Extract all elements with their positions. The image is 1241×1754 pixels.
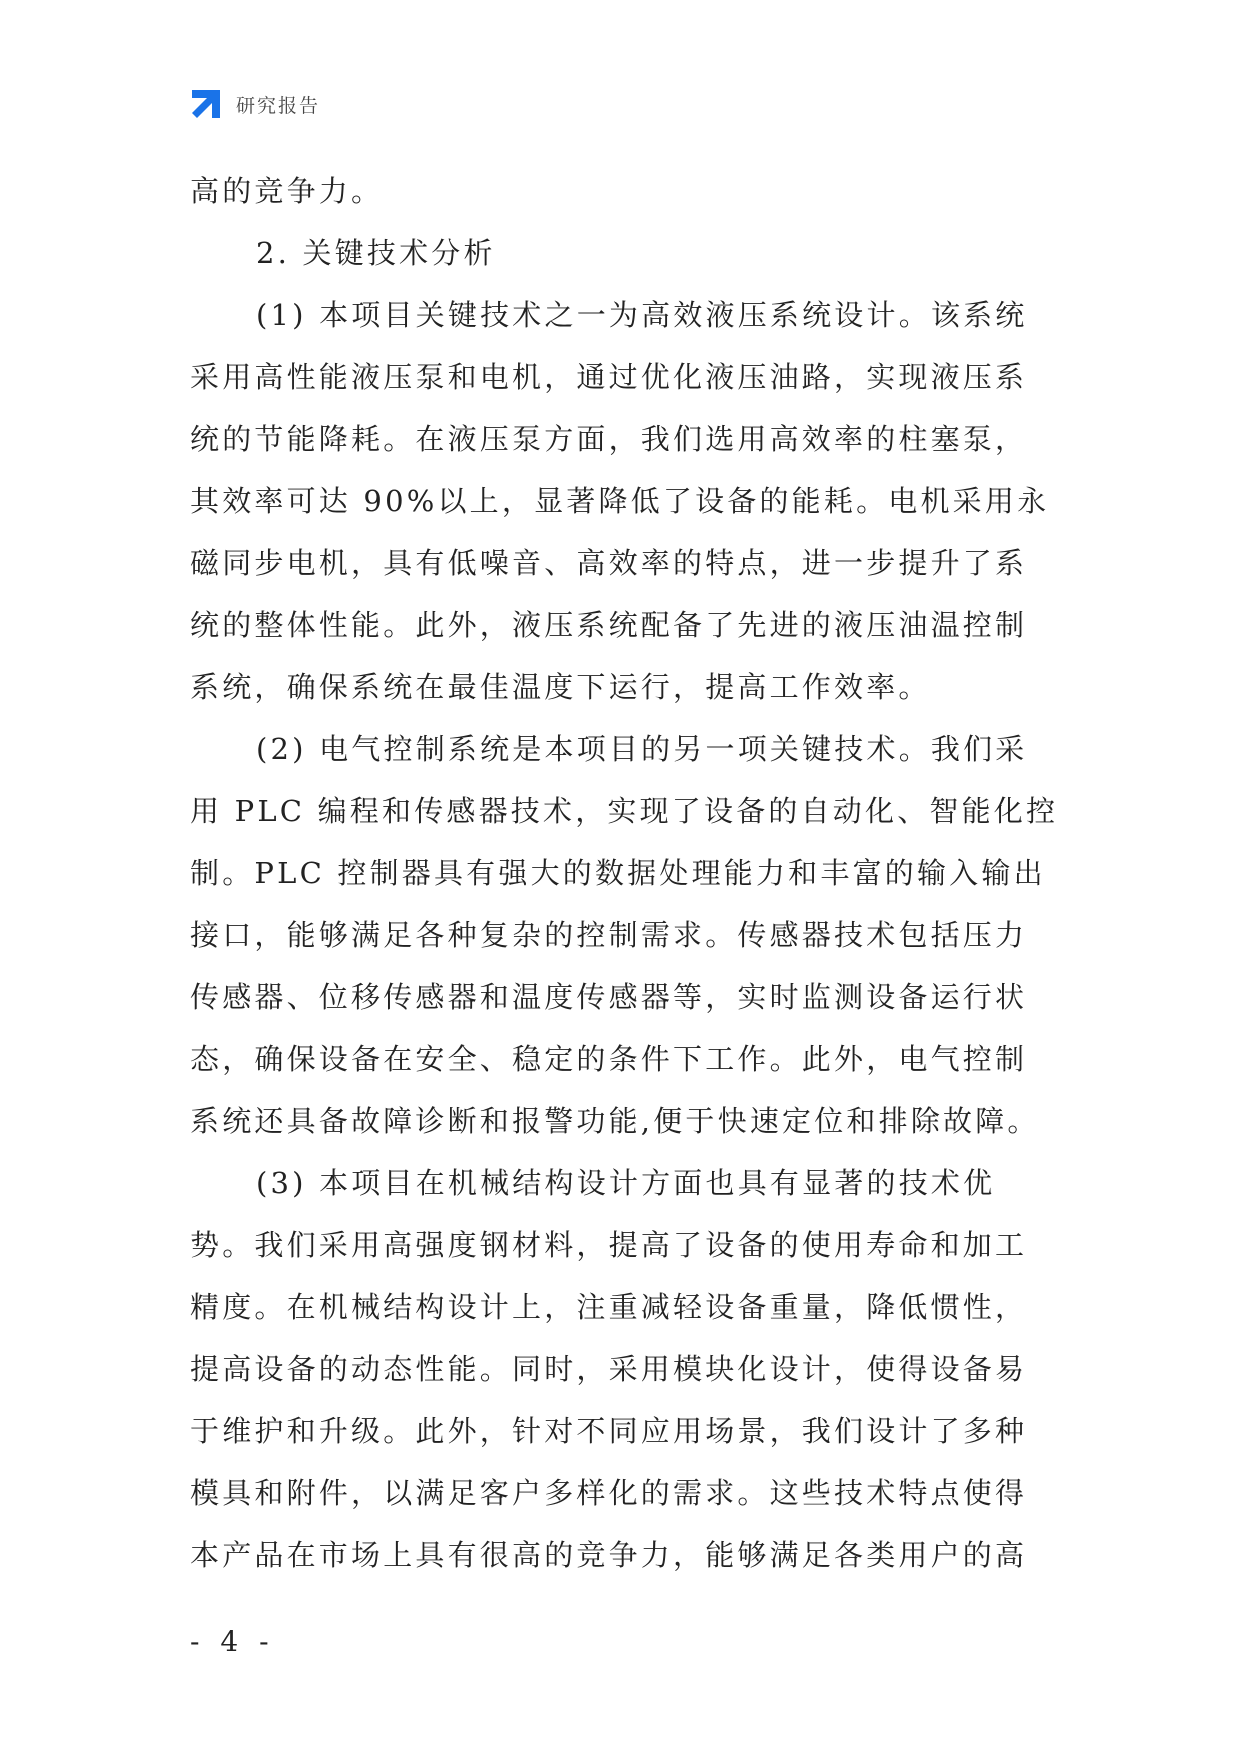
page-number: - 4 - xyxy=(190,1625,275,1658)
body-line: 提高设备的动态性能。同时，采用模块化设计，使得设备易 xyxy=(190,1352,1028,1386)
document-body xyxy=(190,160,1070,1586)
body-line: 采用高性能液压泵和电机，通过优化液压油路，实现液压系 xyxy=(190,360,1028,394)
body-line: 统的整体性能。此外，液压系统配备了先进的液压油温控制 xyxy=(190,608,1028,642)
body-line: 传感器、位移传感器和温度传感器等，实时监测设备运行状 xyxy=(190,980,1028,1014)
paragraph-1-start: (1) 本项目关键技术之一为高效液压系统设计。该系统 xyxy=(256,298,1028,332)
body-line: 精度。在机械结构设计上，注重减轻设备重量，降低惯性， xyxy=(190,1290,1028,1324)
body-line: 系统，确保系统在最佳温度下运行，提高工作效率。 xyxy=(190,670,931,704)
page-header xyxy=(190,86,320,122)
body-line: 制。PLC 控制器具有强大的数据处理能力和丰富的输入输出 xyxy=(190,856,1046,890)
body-line: 本产品在市场上具有很高的竞争力，能够满足各类用户的高 xyxy=(190,1538,1028,1572)
body-line: 模具和附件，以满足客户多样化的需求。这些技术特点使得 xyxy=(190,1476,1028,1510)
body-line: 接口，能够满足各种复杂的控制需求。传感器技术包括压力 xyxy=(190,918,1028,952)
body-line: 其效率可达 90%以上，显著降低了设备的能耗。电机采用永 xyxy=(190,484,1050,518)
body-line: 势。我们采用高强度钢材料，提高了设备的使用寿命和加工 xyxy=(190,1228,1028,1262)
body-line: 用 PLC 编程和传感器技术，实现了设备的自动化、智能化控 xyxy=(190,794,1059,828)
paragraph-2-start: (2) 电气控制系统是本项目的另一项关键技术。我们采 xyxy=(256,732,1028,766)
body-line: 统的节能降耗。在液压泵方面，我们选用高效率的柱塞泵， xyxy=(190,422,1028,456)
body-line: 态，确保设备在安全、稳定的条件下工作。此外，电气控制 xyxy=(190,1042,1028,1076)
body-line: 磁同步电机，具有低噪音、高效率的特点，进一步提升了系 xyxy=(190,546,1028,580)
header-title: 研究报告 xyxy=(236,94,321,117)
paragraph-3-start: (3) 本项目在机械结构设计方面也具有显著的技术优 xyxy=(256,1166,996,1200)
body-line: 高的竞争力。 xyxy=(190,174,384,208)
body-line: 系统还具备故障诊断和报警功能,便于快速定位和排除故障。 xyxy=(190,1104,1040,1138)
section-heading: 2. 关键技术分析 xyxy=(256,236,496,270)
arrow-up-right-icon xyxy=(190,88,222,120)
body-line: 于维护和升级。此外，针对不同应用场景，我们设计了多种 xyxy=(190,1414,1028,1448)
